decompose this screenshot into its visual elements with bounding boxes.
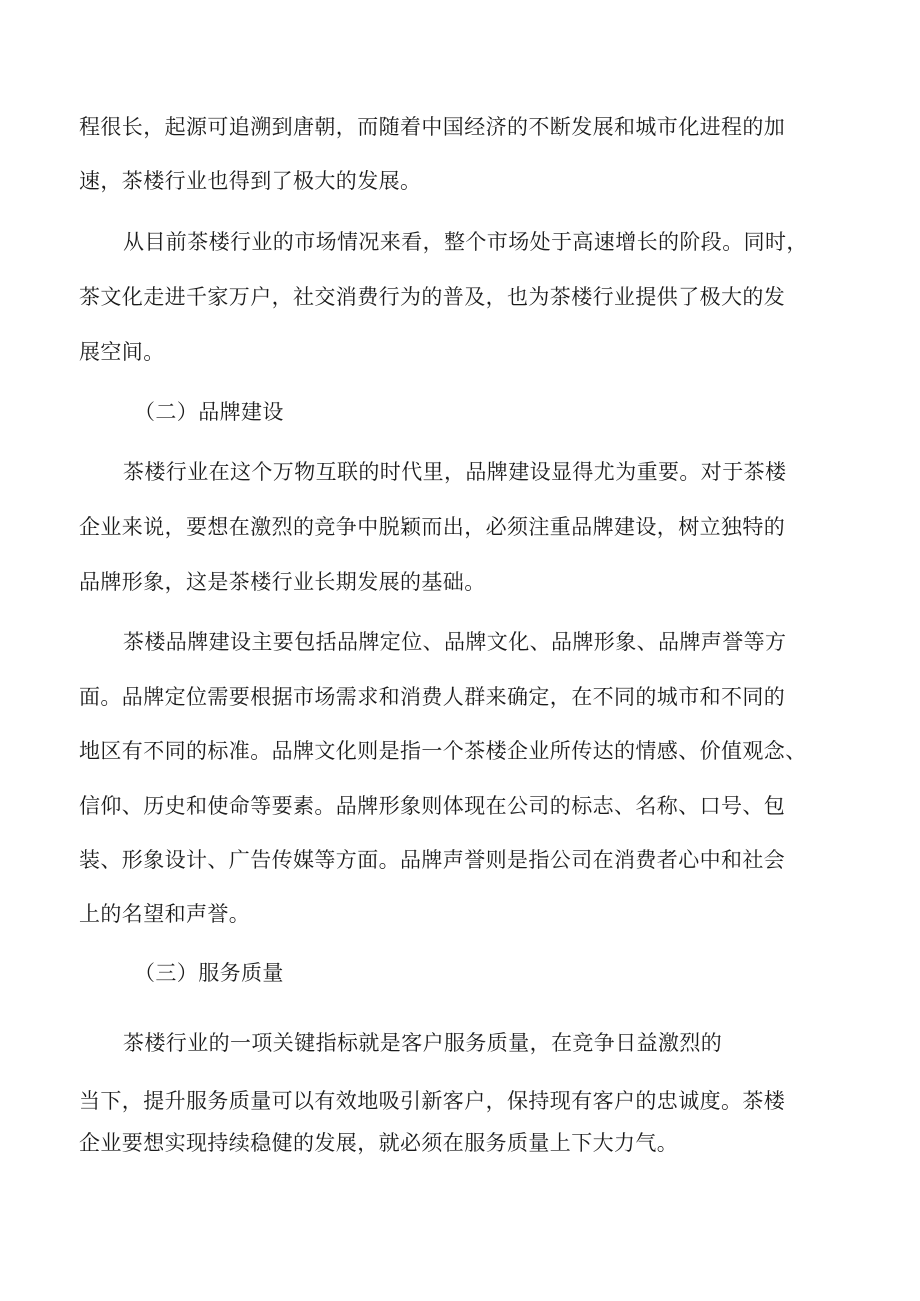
paragraph-line: 品牌形象，这是茶楼行业长期发展的基础。 [79,570,486,594]
paragraph-line: 地区有不同的标准。品牌文化则是指一个茶楼企业所传达的情感、价值观念、 [79,739,807,763]
paragraph-line: 茶楼品牌建设主要包括品牌定位、品牌文化、品牌形象、品牌声誉等方 [123,630,787,654]
paragraph-line: 面。品牌定位需要根据市场需求和消费人群来确定，在不同的城市和不同的 [79,685,786,709]
paragraph-line: 速，茶楼行业也得到了极大的发展。 [79,169,422,193]
paragraph-line: 上的名望和声誉。 [79,902,251,926]
section-heading: （三）服务质量 [134,961,284,985]
paragraph-line: 茶文化走进千家万户，社交消费行为的普及，也为茶楼行业提供了极大的发 [79,285,786,309]
paragraph-line: 装、形象设计、广告传媒等方面。品牌声誉则是指公司在消费者心中和社会 [79,848,786,872]
paragraph-line: 茶楼行业的一项关键指标就是客户服务质量，在竞争日益激烈的 [123,1031,723,1055]
paragraph-line: 从目前茶楼行业的市场情况来看，整个市场处于高速增长的阶段。同时， [123,230,808,254]
paragraph-line: 当下，提升服务质量可以有效地吸引新客户，保持现有客户的忠诚度。茶楼 [79,1089,786,1113]
paragraph-line: 展空间。 [79,340,165,364]
paragraph-line: 企业要想实现持续稳健的发展，就必须在服务质量上下大力气。 [79,1131,679,1155]
paragraph-line: 企业来说，要想在激烈的竞争中脱颖而出，必须注重品牌建设，树立独特的 [79,515,786,539]
section-heading: （二）品牌建设 [134,400,284,424]
paragraph-line: 茶楼行业在这个万物互联的时代里，品牌建设显得尤为重要。对于茶楼 [123,460,787,484]
paragraph-line: 信仰、历史和使命等要素。品牌形象则体现在公司的标志、名称、口号、包 [79,794,786,818]
paragraph-line: 程很长，起源可追溯到唐朝，而随着中国经济的不断发展和城市化进程的加 [79,115,786,139]
